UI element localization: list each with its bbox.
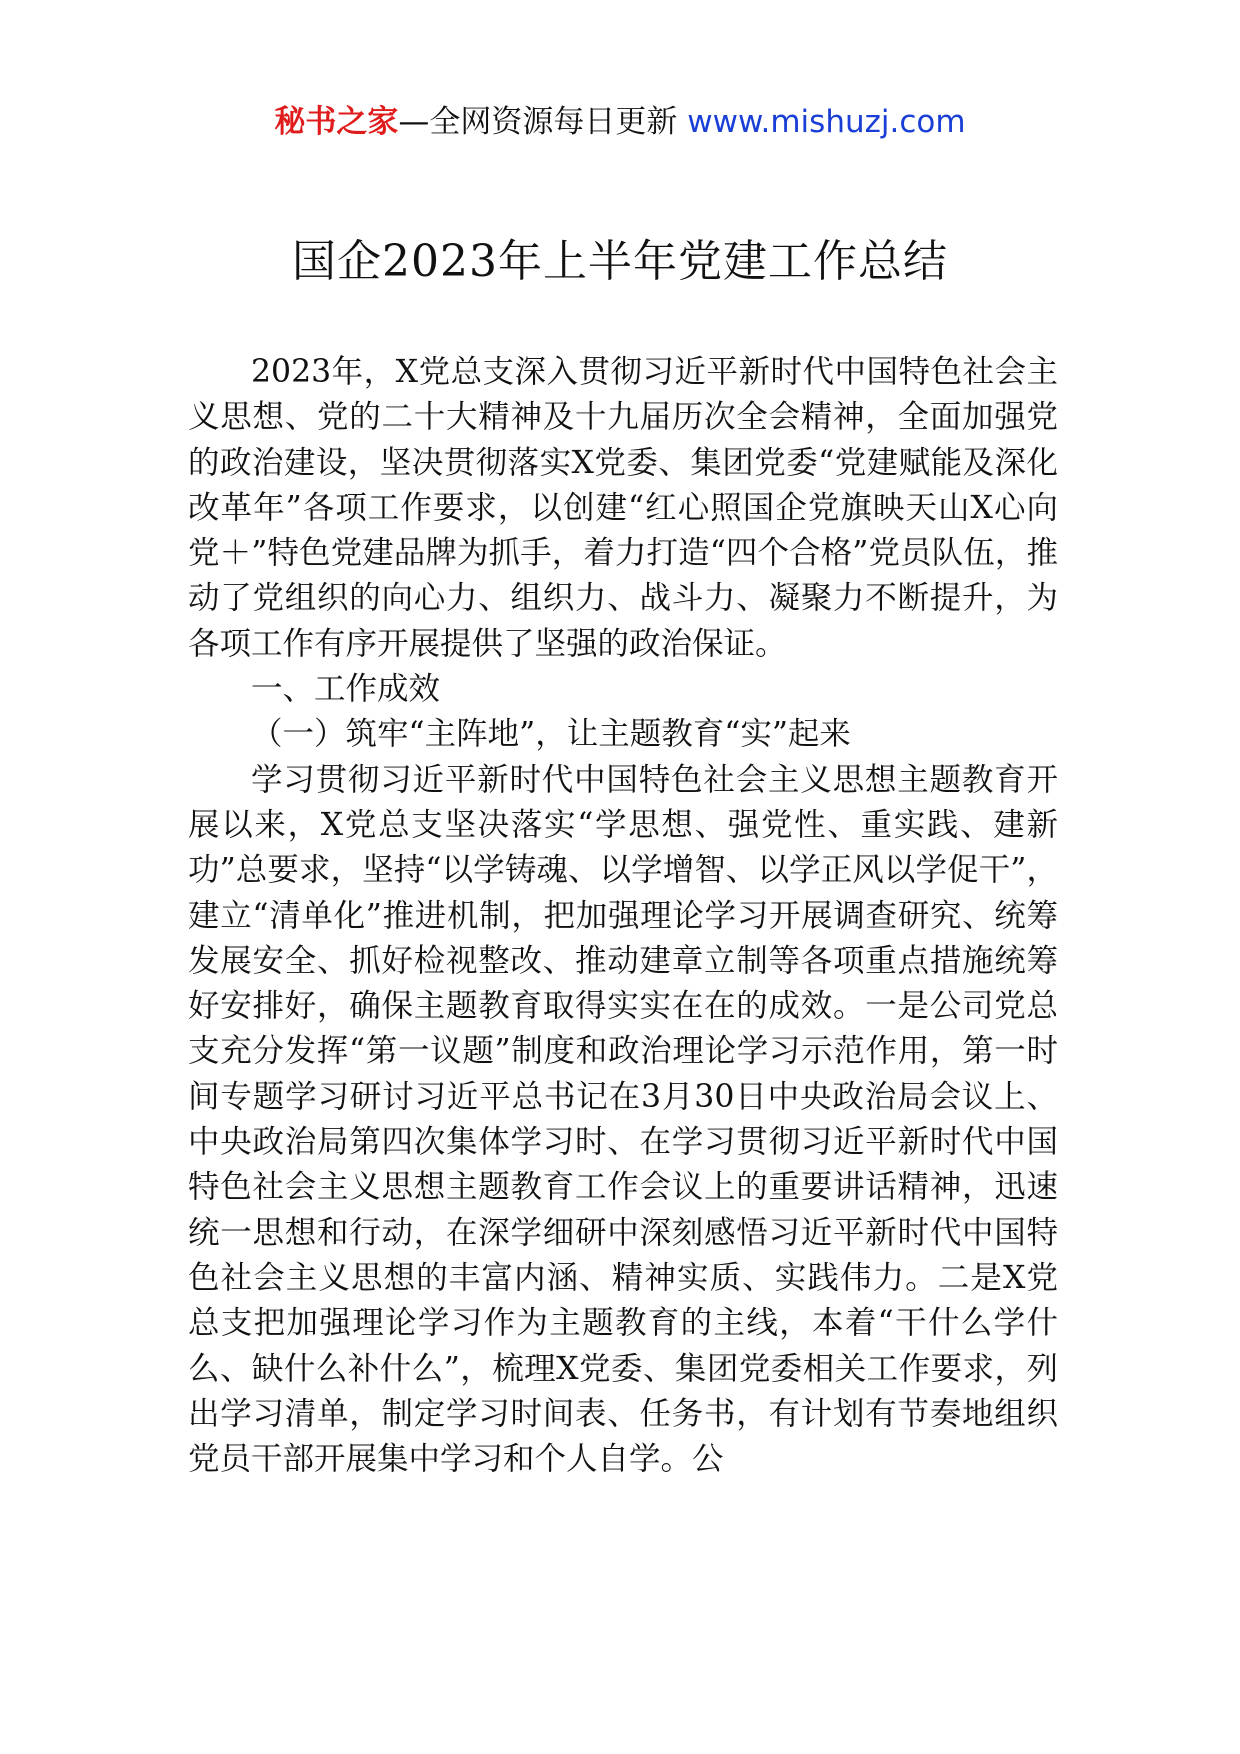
brand-name: 秘书之家: [274, 104, 399, 140]
header-tagline: —全网资源每日更新: [398, 104, 678, 140]
body-paragraph: 学习贯彻习近平新时代中国特色社会主义思想主题教育开展以来，X党总支坚决落实“学思想、强党性、重实践、建新功”总要求，坚持“以学铸魂、以学增智、以学正风以学促干”，建立“清单化”推进机制，把加强理论学习开展调查研究、统筹发展安全、抓好检视整改、推动建章立制等各项重点措施统筹好安排好，确保主题教育取得实实在在的成效。一是公司党总支充分发挥“第一议题”制度和政治理论学习示范作用，第一时间专题学习研讨习近平总书记在3月30日中央政治局会议上、中央政治局第四次集体学习时、在学习贯彻习近平新时代中国特色社会主义思想主题教育工作会议上的重要讲话精神，迅速统一思想和行动，在深学细研中深刻感悟习近平新时代中国特色社会主义思想的丰富内涵、精神实质、实践伟力。二是X党总支把加强理论学习作为主题教育的主线，本着“干什么学什么、缺什么补什么”，梳理X党委、集团党委相关工作要求，列出学习清单，制定学习时间表、任务书，有计划有节奏地组织党员干部开展集中学习和个人自学。公: [188, 761, 1058, 1478]
site-url-link[interactable]: www.mishuzj.com: [687, 104, 966, 140]
site-header-banner: [0, 100, 1240, 144]
document-title: 国企2023年上半年党建工作总结: [292, 236, 948, 287]
subsection-heading: （一）筑牢“主阵地”，让主题教育“实”起来: [251, 716, 851, 753]
section-heading: 一、工作成效: [251, 671, 441, 708]
intro-paragraph: 2023年，X党总支深入贯彻习近平新时代中国特色社会主义思想、党的二十大精神及十九届历次全会精神，全面加强党的政治建设，坚决贯彻落实X党委、集团党委“党建赋能及深化改革年”各项工作要求，以创建“红心照国企党旗映天山X心向党＋”特色党建品牌为抓手，着力打造“四个合格”党员队伍，推动了党组织的向心力、组织力、战斗力、凝聚力不断提升，为各项工作有序开展提供了坚强的政治保证。: [188, 354, 1058, 662]
document-body: [188, 350, 1058, 1482]
